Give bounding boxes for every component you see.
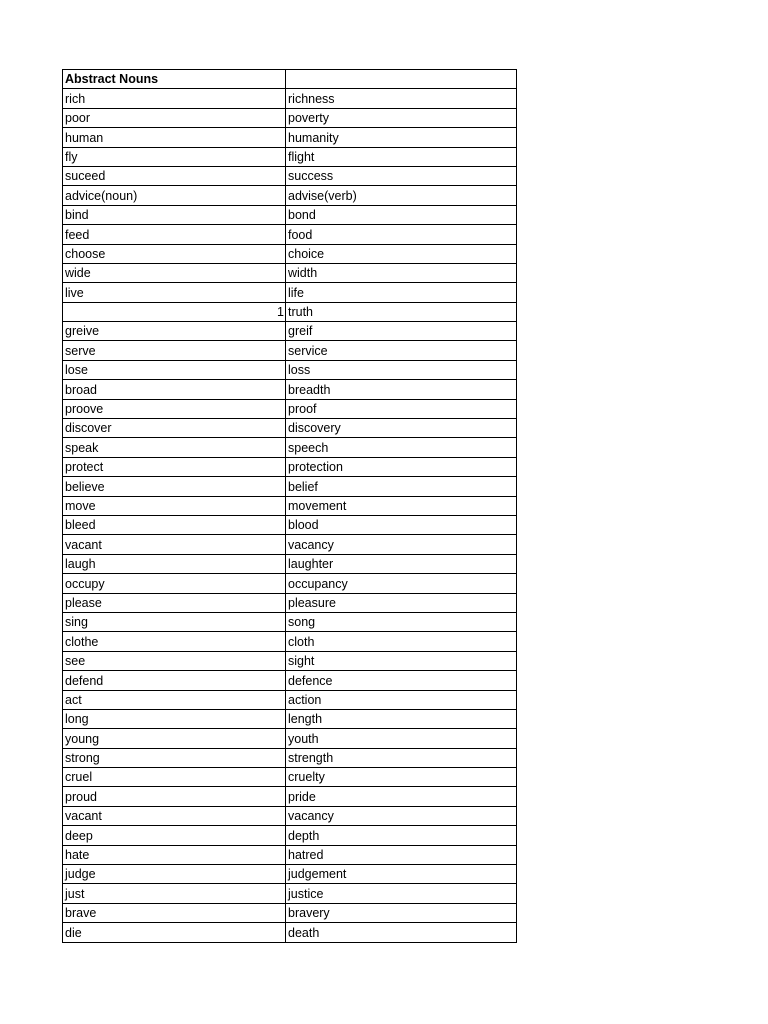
table-row <box>63 147 517 166</box>
base-word-cell: human <box>63 128 286 147</box>
abstract-noun-cell: success <box>286 166 517 185</box>
table-row <box>63 593 517 612</box>
base-word-cell: hate <box>63 845 286 864</box>
abstract-noun-cell: cruelty <box>286 768 517 787</box>
abstract-noun-cell: hatred <box>286 845 517 864</box>
base-word-cell: choose <box>63 244 286 263</box>
abstract-noun-cell: proof <box>286 399 517 418</box>
abstract-noun-cell: pleasure <box>286 593 517 612</box>
base-word-cell: fly <box>63 147 286 166</box>
abstract-noun-cell: sight <box>286 651 517 670</box>
base-word-cell: deep <box>63 826 286 845</box>
table-row <box>63 903 517 922</box>
abstract-noun-cell: width <box>286 263 517 282</box>
table-row <box>63 128 517 147</box>
table-row <box>63 768 517 787</box>
base-word-cell: greive <box>63 322 286 341</box>
base-word-cell: poor <box>63 108 286 127</box>
base-word-cell: rich <box>63 89 286 108</box>
base-word-cell: defend <box>63 671 286 690</box>
abstract-noun-cell: defence <box>286 671 517 690</box>
base-word-cell: long <box>63 709 286 728</box>
base-word-cell: proud <box>63 787 286 806</box>
base-word-cell: occupy <box>63 574 286 593</box>
abstract-noun-cell: bond <box>286 205 517 224</box>
abstract-noun-cell: speech <box>286 438 517 457</box>
table-row <box>63 205 517 224</box>
base-word-cell: move <box>63 496 286 515</box>
abstract-noun-cell: richness <box>286 89 517 108</box>
abstract-noun-cell: blood <box>286 515 517 534</box>
base-word-cell: brave <box>63 903 286 922</box>
abstract-noun-cell: protection <box>286 457 517 476</box>
abstract-noun-cell: cloth <box>286 632 517 651</box>
abstract-noun-cell: strength <box>286 748 517 767</box>
table-row <box>63 865 517 884</box>
abstract-noun-cell: bravery <box>286 903 517 922</box>
table-row <box>63 632 517 651</box>
table-row <box>63 186 517 205</box>
header-cell <box>286 70 517 89</box>
base-word-cell: clothe <box>63 632 286 651</box>
table-body <box>63 70 517 943</box>
abstract-noun-cell: service <box>286 341 517 360</box>
table-row <box>63 477 517 496</box>
table-row <box>63 574 517 593</box>
abstract-noun-cell: discovery <box>286 419 517 438</box>
table-row <box>63 283 517 302</box>
table-row <box>63 263 517 282</box>
abstract-nouns-table <box>62 69 517 943</box>
abstract-noun-cell: length <box>286 709 517 728</box>
abstract-noun-cell: vacancy <box>286 535 517 554</box>
table-row <box>63 108 517 127</box>
table-row <box>63 554 517 573</box>
base-word-cell: speak <box>63 438 286 457</box>
abstract-noun-cell: pride <box>286 787 517 806</box>
abstract-noun-cell: choice <box>286 244 517 263</box>
abstract-noun-cell: belief <box>286 477 517 496</box>
header-cell: Abstract Nouns <box>63 70 286 89</box>
base-word-cell: feed <box>63 225 286 244</box>
base-word-cell: vacant <box>63 535 286 554</box>
table-row <box>63 884 517 903</box>
base-word-cell: strong <box>63 748 286 767</box>
abstract-noun-cell: occupancy <box>286 574 517 593</box>
spreadsheet-page <box>62 69 517 943</box>
abstract-noun-cell: loss <box>286 360 517 379</box>
table-row <box>63 690 517 709</box>
table-row <box>63 709 517 728</box>
table-row <box>63 535 517 554</box>
table-row <box>63 225 517 244</box>
base-word-cell: see <box>63 651 286 670</box>
base-word-cell: serve <box>63 341 286 360</box>
base-word-cell: broad <box>63 380 286 399</box>
base-word-cell: sing <box>63 612 286 631</box>
base-word-cell: vacant <box>63 806 286 825</box>
table-row <box>63 729 517 748</box>
table-row <box>63 748 517 767</box>
abstract-noun-cell: death <box>286 923 517 942</box>
table-row <box>63 806 517 825</box>
table-row <box>63 438 517 457</box>
abstract-noun-cell: depth <box>286 826 517 845</box>
base-word-cell: proove <box>63 399 286 418</box>
table-row <box>63 399 517 418</box>
abstract-noun-cell: judgement <box>286 865 517 884</box>
abstract-noun-cell: greif <box>286 322 517 341</box>
table-row <box>63 515 517 534</box>
base-word-cell: young <box>63 729 286 748</box>
table-row <box>63 826 517 845</box>
abstract-noun-cell: justice <box>286 884 517 903</box>
base-word-cell: believe <box>63 477 286 496</box>
base-word-cell: just <box>63 884 286 903</box>
table-row <box>63 380 517 399</box>
table-row <box>63 923 517 942</box>
base-word-cell: suceed <box>63 166 286 185</box>
abstract-noun-cell: flight <box>286 147 517 166</box>
abstract-noun-cell: humanity <box>286 128 517 147</box>
base-word-cell: wide <box>63 263 286 282</box>
abstract-noun-cell: life <box>286 283 517 302</box>
table-row <box>63 166 517 185</box>
table-row <box>63 457 517 476</box>
table-row <box>63 671 517 690</box>
table-row <box>63 244 517 263</box>
base-word-cell: act <box>63 690 286 709</box>
abstract-noun-cell: poverty <box>286 108 517 127</box>
abstract-noun-cell: breadth <box>286 380 517 399</box>
abstract-noun-cell: food <box>286 225 517 244</box>
abstract-noun-cell: vacancy <box>286 806 517 825</box>
table-row <box>63 302 517 321</box>
table-row <box>63 322 517 341</box>
base-word-cell: bind <box>63 205 286 224</box>
base-word-cell: cruel <box>63 768 286 787</box>
abstract-noun-cell: action <box>286 690 517 709</box>
base-word-cell: judge <box>63 865 286 884</box>
abstract-noun-cell: movement <box>286 496 517 515</box>
base-word-cell: 1 <box>63 302 286 321</box>
table-row <box>63 845 517 864</box>
abstract-noun-cell: song <box>286 612 517 631</box>
base-word-cell: advice(noun) <box>63 186 286 205</box>
table-row <box>63 419 517 438</box>
base-word-cell: discover <box>63 419 286 438</box>
table-row <box>63 89 517 108</box>
table-row <box>63 651 517 670</box>
base-word-cell: die <box>63 923 286 942</box>
base-word-cell: bleed <box>63 515 286 534</box>
table-row <box>63 612 517 631</box>
abstract-noun-cell: truth <box>286 302 517 321</box>
base-word-cell: protect <box>63 457 286 476</box>
table-row <box>63 496 517 515</box>
base-word-cell: live <box>63 283 286 302</box>
base-word-cell: laugh <box>63 554 286 573</box>
table-row <box>63 360 517 379</box>
base-word-cell: please <box>63 593 286 612</box>
table-row <box>63 787 517 806</box>
abstract-noun-cell: youth <box>286 729 517 748</box>
abstract-noun-cell: advise(verb) <box>286 186 517 205</box>
header-row <box>63 70 517 89</box>
abstract-noun-cell: laughter <box>286 554 517 573</box>
table-row <box>63 341 517 360</box>
base-word-cell: lose <box>63 360 286 379</box>
